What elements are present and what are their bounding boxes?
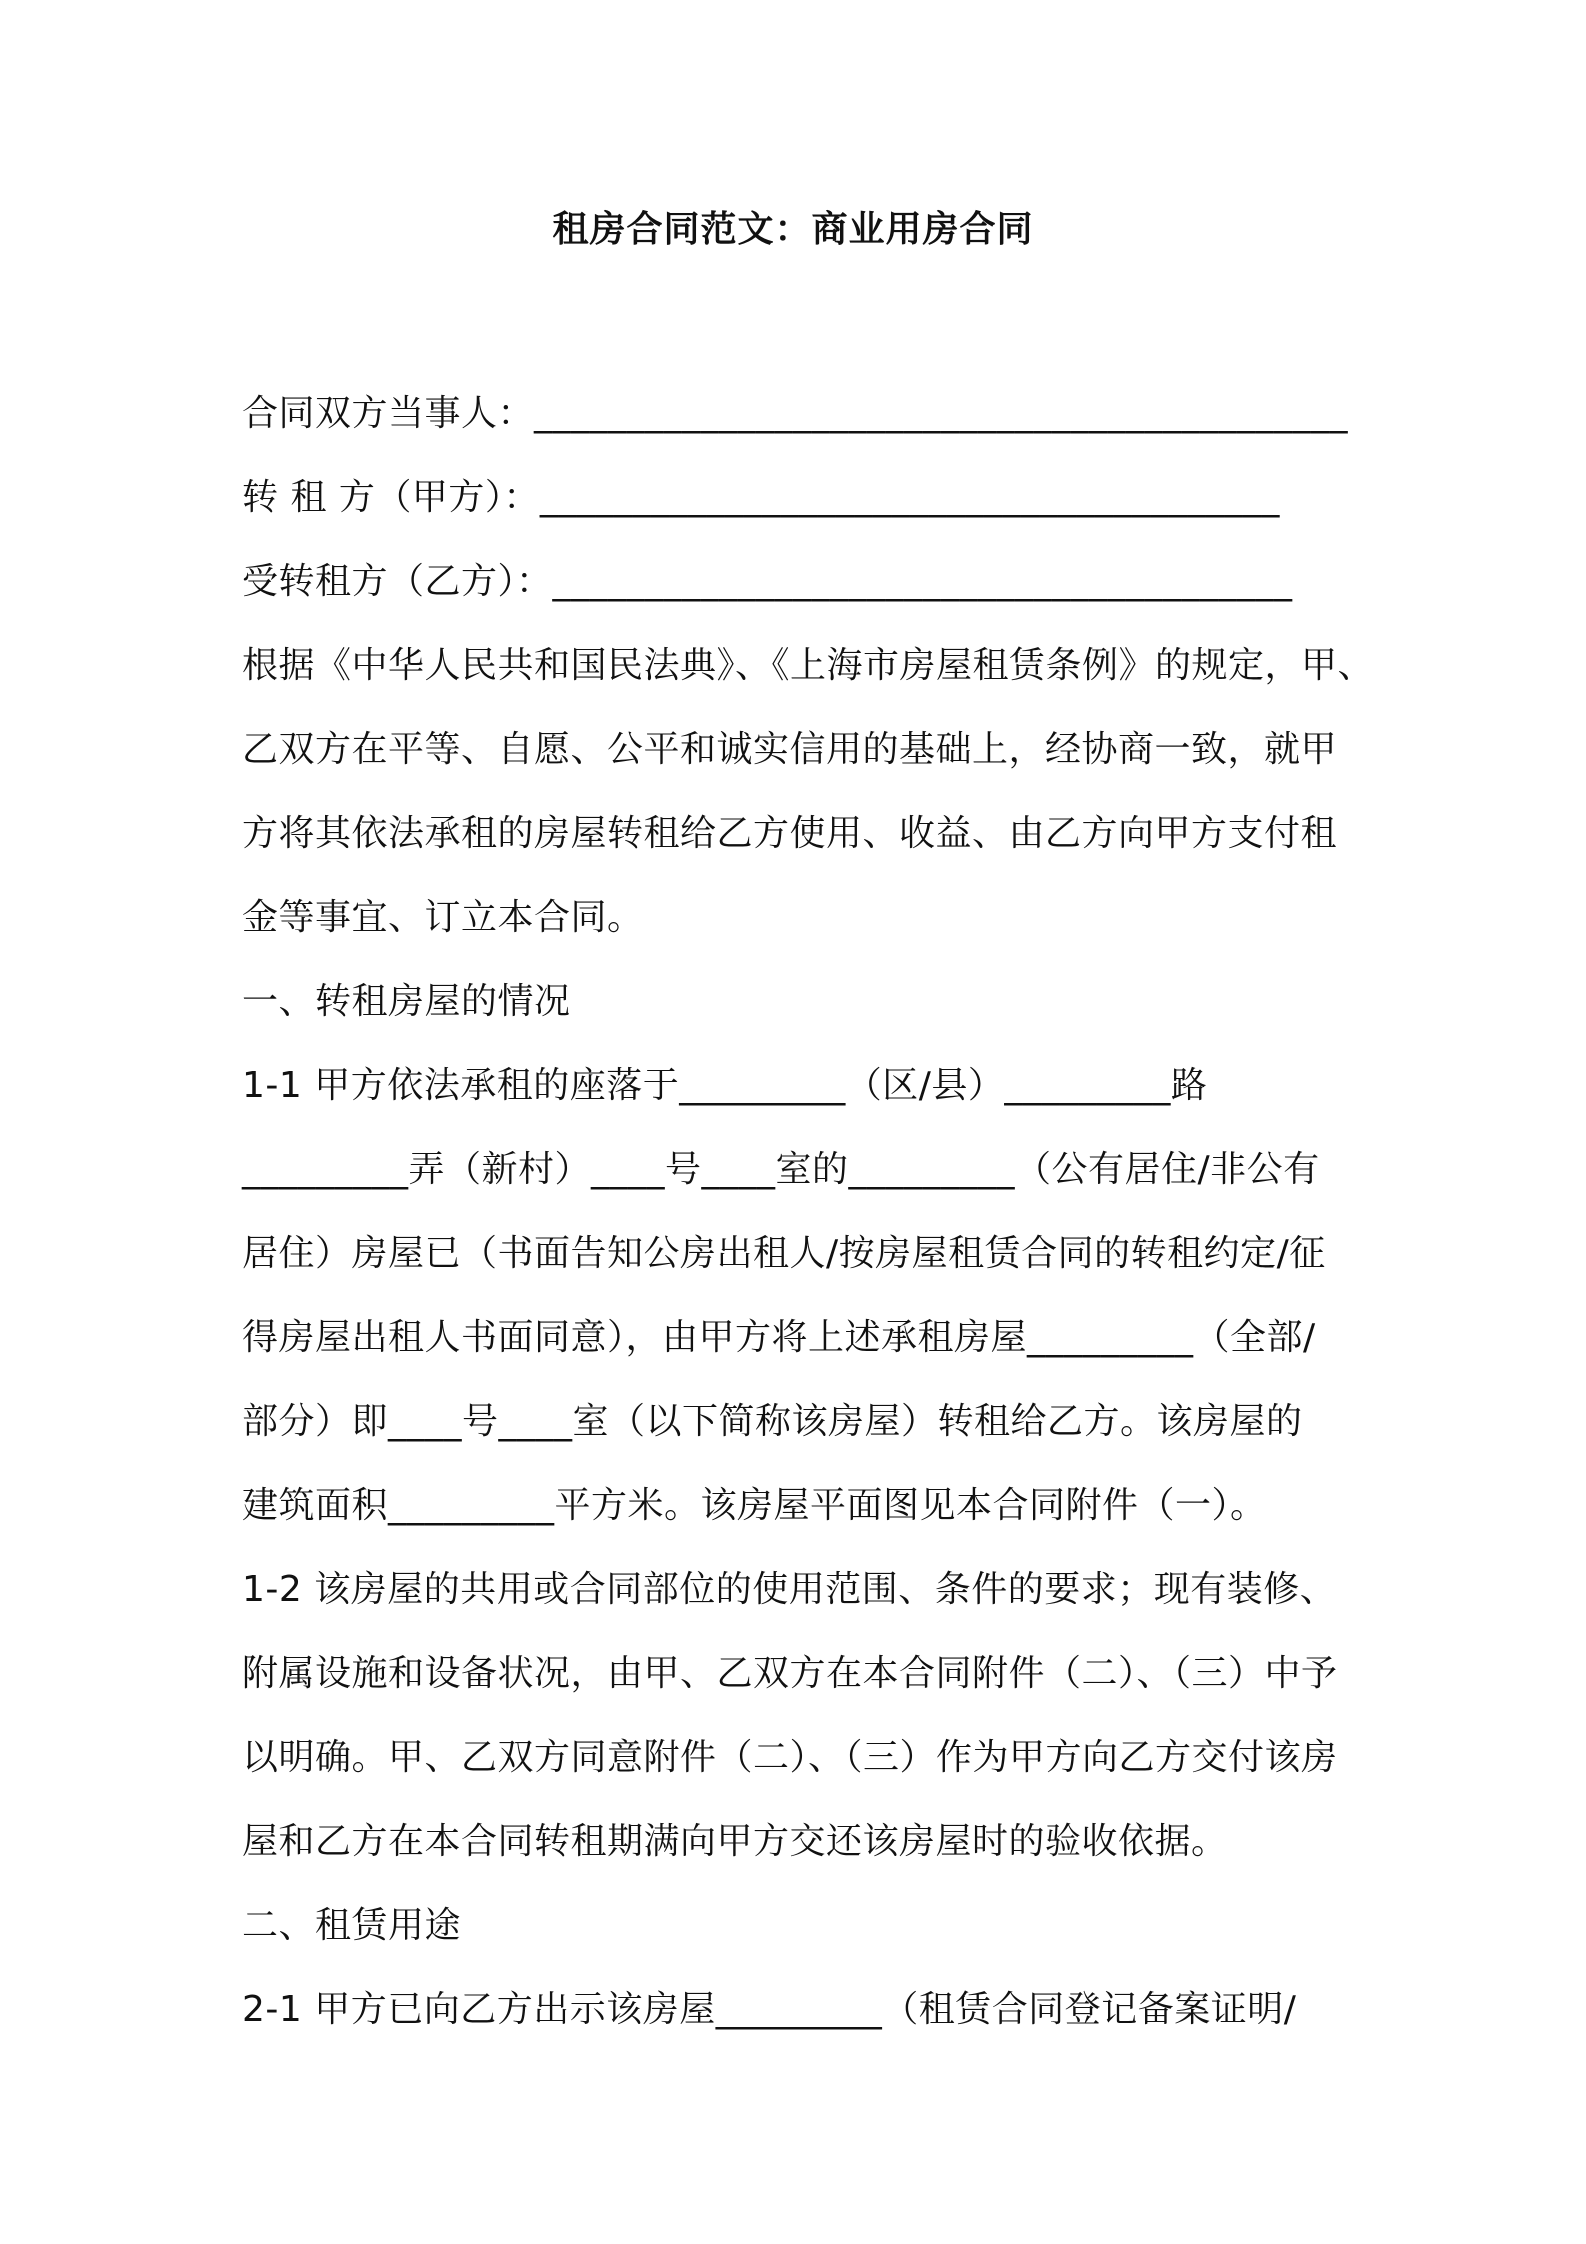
clause-line: 部分）即____号____室（以下简称该房屋）转租给乙方。该房屋的 bbox=[242, 1401, 1303, 1442]
clause-line: 居住）房屋已（书面告知公房出租人/按房屋租赁合同的转租约定/征 bbox=[242, 1233, 1326, 1274]
clause-line: 2-1 甲方已向乙方出示该房屋_________（租赁合同登记备案证明/ bbox=[242, 1989, 1297, 2030]
document-title: 租房合同范文：商业用房合同 bbox=[552, 209, 1034, 250]
clause-line: 屋和乙方在本合同转租期满向甲方交还该房屋时的验收依据。 bbox=[242, 1821, 1228, 1862]
preamble-line: 乙双方在平等、自愿、公平和诚实信用的基础上，经协商一致，就甲 bbox=[242, 729, 1338, 770]
clause-line: 建筑面积_________平方米。该房屋平面图见本合同附件（一）。 bbox=[242, 1485, 1267, 1526]
clause-line: _________弄（新村）____号____室的_________（公有居住/非公有 bbox=[242, 1149, 1320, 1190]
clause-line: 1-1 甲方依法承租的座落于_________（区/县）_________路 bbox=[242, 1065, 1208, 1106]
preamble-line: 根据《中华人民共和国民法典》、《上海市房屋租赁条例》的规定，甲、 bbox=[242, 645, 1375, 686]
sublessee-line: 受转租方（乙方）：________________________________________ bbox=[242, 561, 1293, 602]
clause-line: 得房屋出租人书面同意），由甲方将上述承租房屋_________（全部/ bbox=[242, 1317, 1316, 1358]
sublessor-line: 转 租 方（甲方）：________________________________________ bbox=[242, 477, 1280, 518]
preamble-line: 方将其依法承租的房屋转租给乙方使用、收益、由乙方向甲方支付租 bbox=[242, 813, 1338, 854]
contract-parties-line: 合同双方当事人：____________________________________________ bbox=[242, 393, 1349, 434]
clause-line: 以明确。甲、乙双方同意附件（二）、（三）作为甲方向乙方交付该房 bbox=[242, 1737, 1338, 1778]
section-heading: 二、租赁用途 bbox=[242, 1905, 462, 1946]
clause-line: 1-2 该房屋的共用或合同部位的使用范围、条件的要求；现有装修、 bbox=[242, 1569, 1337, 1610]
section-heading: 一、转租房屋的情况 bbox=[242, 981, 571, 1022]
clause-line: 附属设施和设备状况，由甲、乙双方在本合同附件（二）、（三）中予 bbox=[242, 1653, 1338, 1694]
document-body bbox=[242, 372, 1375, 2052]
preamble-line: 金等事宜、订立本合同。 bbox=[242, 897, 644, 938]
